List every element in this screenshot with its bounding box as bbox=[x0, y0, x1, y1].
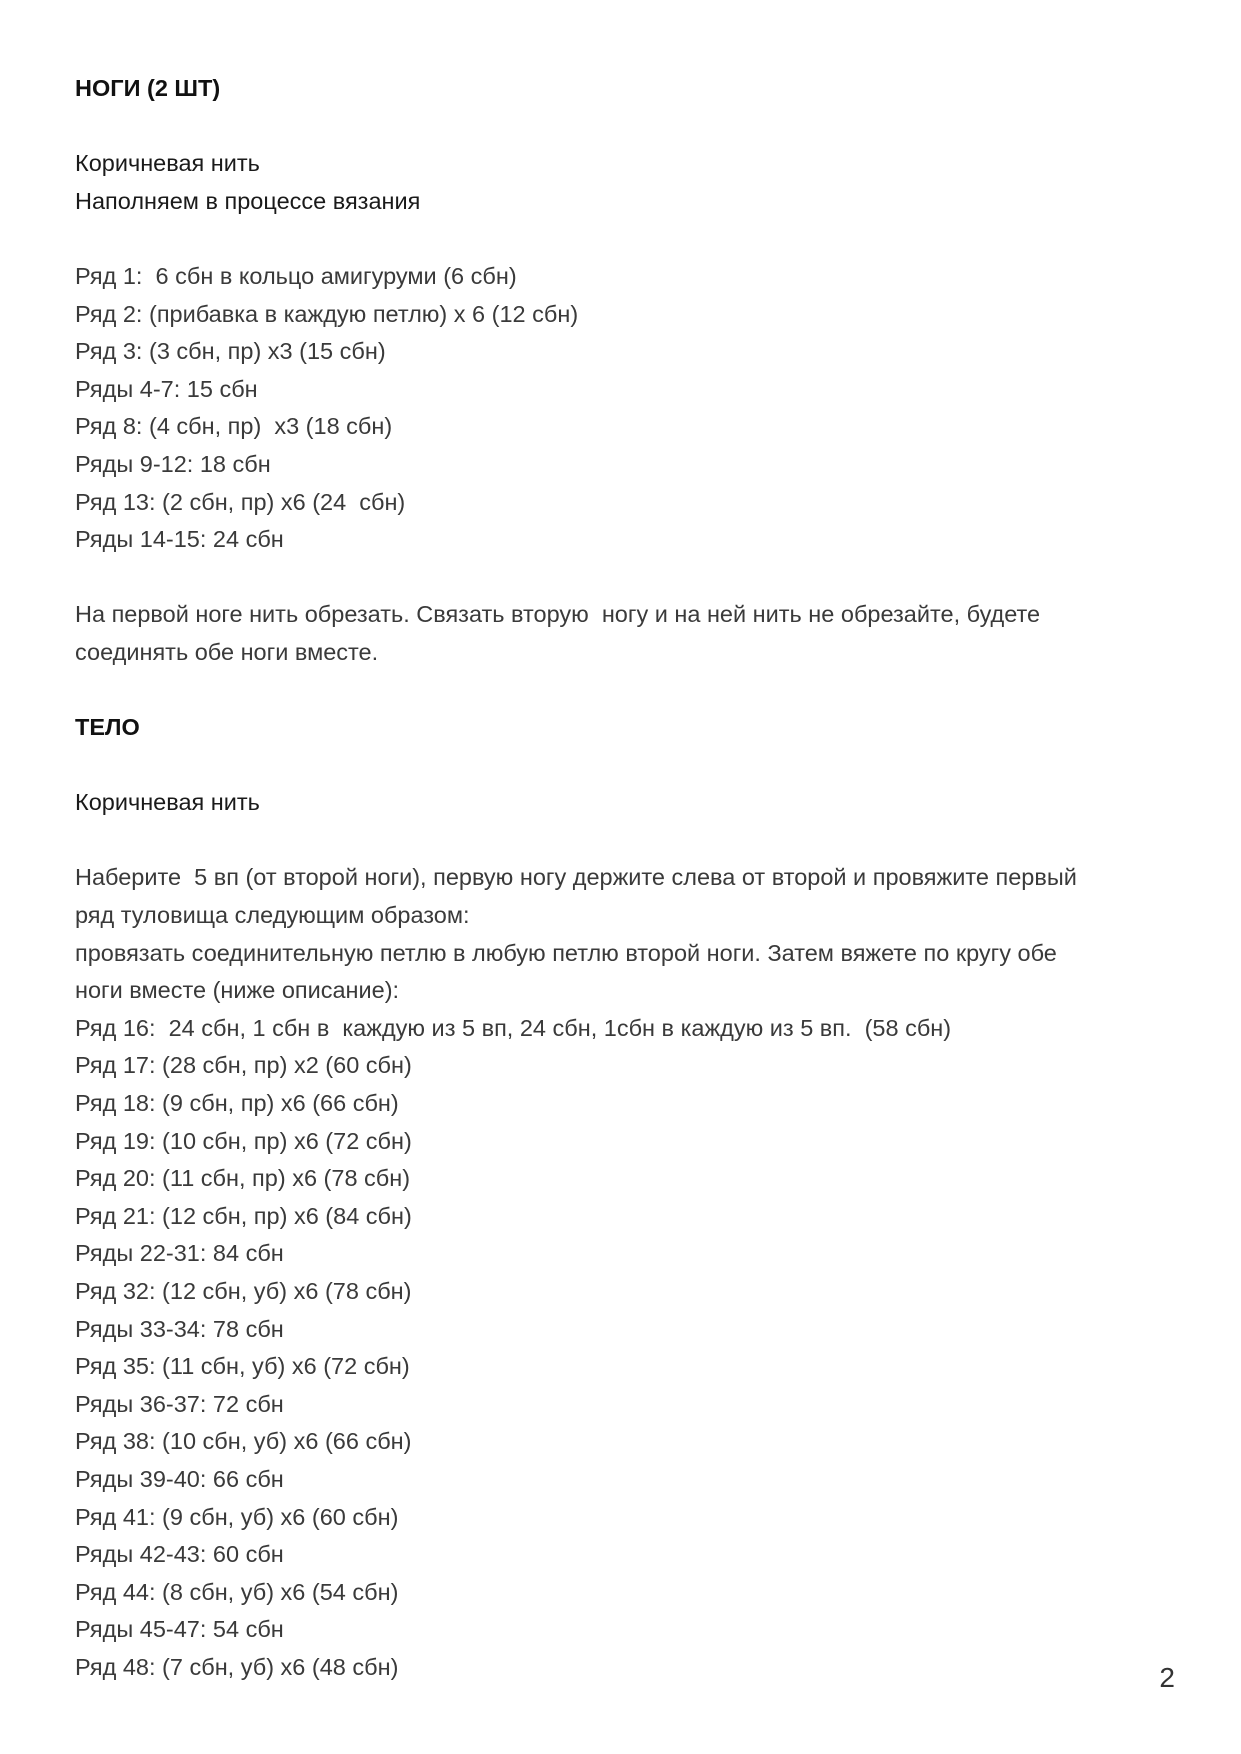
pattern-row: Ряд 44: (8 сбн, уб) х6 (54 сбн) bbox=[75, 1578, 399, 1605]
instruction-line: соединять обе ноги вместе. bbox=[75, 638, 379, 665]
legs-heading: НОГИ (2 ШТ) bbox=[75, 75, 221, 101]
pattern-row: Ряд 13: (2 сбн, пр) х6 (24 сбн) bbox=[75, 488, 406, 515]
pattern-row: Ряд 19: (10 сбн, пр) х6 (72 сбн) bbox=[75, 1127, 412, 1154]
body-rows-list bbox=[75, 1010, 1165, 1687]
pattern-row: Ряд 35: (11 сбн, уб) х6 (72 сбн) bbox=[75, 1353, 410, 1380]
pattern-row: Ряд 16: 24 сбн, 1 сбн в каждую из 5 вп, 24 сбн, 1сбн в каждую из 5 вп. (58 сбн) bbox=[75, 1014, 952, 1041]
pattern-row: Ряд 8: (4 сбн, пр) х3 (18 сбн) bbox=[75, 413, 393, 440]
instruction-line: ряд туловища следующим образом: bbox=[75, 902, 470, 929]
body-yarn-color: Коричневая нить bbox=[75, 789, 260, 816]
pattern-row: Ряд 1: 6 сбн в кольцо амигуруми (6 сбн) bbox=[75, 262, 517, 289]
pattern-row: Ряд 38: (10 сбн, уб) х6 (66 сбн) bbox=[75, 1428, 412, 1455]
pattern-row: Ряды 42-43: 60 сбн bbox=[75, 1541, 284, 1568]
pattern-row: Ряды 39-40: 66 сбн bbox=[75, 1465, 284, 1492]
pattern-row: Ряд 20: (11 сбн, пр) х6 (78 сбн) bbox=[75, 1165, 411, 1192]
legs-stuffing-note: Наполняем в процессе вязания bbox=[75, 187, 421, 214]
spacer bbox=[75, 220, 1165, 258]
pattern-row: Ряды 36-37: 72 сбн bbox=[75, 1390, 284, 1417]
legs-section bbox=[75, 70, 1165, 672]
legs-rows-list bbox=[75, 258, 1165, 559]
body-section bbox=[75, 709, 1165, 1686]
pattern-row: Ряд 2: (прибавка в каждую петлю) х 6 (12 сбн) bbox=[75, 300, 579, 327]
pattern-row: Ряд 3: (3 сбн, пр) х3 (15 сбн) bbox=[75, 338, 386, 365]
page-number: 2 bbox=[1159, 1662, 1175, 1693]
pattern-row: Ряды 33-34: 78 сбн bbox=[75, 1315, 284, 1342]
instruction-line: Наберите 5 вп (от второй ноги), первую ногу держите слева от второй и провяжите первый bbox=[75, 864, 1077, 891]
spacer bbox=[75, 559, 1165, 597]
pattern-row: Ряды 45-47: 54 сбн bbox=[75, 1616, 284, 1643]
pattern-row: Ряд 17: (28 сбн, пр) х2 (60 сбн) bbox=[75, 1052, 412, 1079]
instruction-line: На первой ноге нить обрезать. Связать вторую ногу и на ней нить не обрезайте, будете bbox=[75, 601, 1041, 628]
legs-instructions bbox=[75, 596, 1165, 671]
pattern-row: Ряды 22-31: 84 сбн bbox=[75, 1240, 284, 1267]
instruction-line: ноги вместе (ниже описание): bbox=[75, 977, 400, 1004]
document-page bbox=[75, 70, 1165, 1687]
spacer bbox=[75, 747, 1165, 785]
pattern-row: Ряд 18: (9 сбн, пр) х6 (66 сбн) bbox=[75, 1090, 399, 1117]
pattern-row: Ряды 9-12: 18 сбн bbox=[75, 450, 271, 477]
body-intro bbox=[75, 859, 1165, 1009]
pattern-row: Ряд 21: (12 сбн, пр) х6 (84 сбн) bbox=[75, 1202, 412, 1229]
instruction-line: провязать соединительную петлю в любую петлю второй ноги. Затем вяжете по кругу обе bbox=[75, 939, 1057, 966]
pattern-row: Ряд 41: (9 сбн, уб) х6 (60 сбн) bbox=[75, 1503, 399, 1530]
legs-yarn-color: Коричневая нить bbox=[75, 150, 260, 177]
spacer bbox=[75, 108, 1165, 146]
body-heading: ТЕЛО bbox=[75, 714, 140, 741]
pattern-row: Ряды 4-7: 15 сбн bbox=[75, 375, 258, 402]
pattern-row: Ряд 32: (12 сбн, уб) х6 (78 сбн) bbox=[75, 1278, 412, 1304]
spacer bbox=[75, 822, 1165, 860]
spacer bbox=[75, 672, 1165, 710]
pattern-row: Ряд 48: (7 сбн, уб) х6 (48 сбн) bbox=[75, 1653, 399, 1680]
pattern-row: Ряды 14-15: 24 сбн bbox=[75, 526, 284, 553]
